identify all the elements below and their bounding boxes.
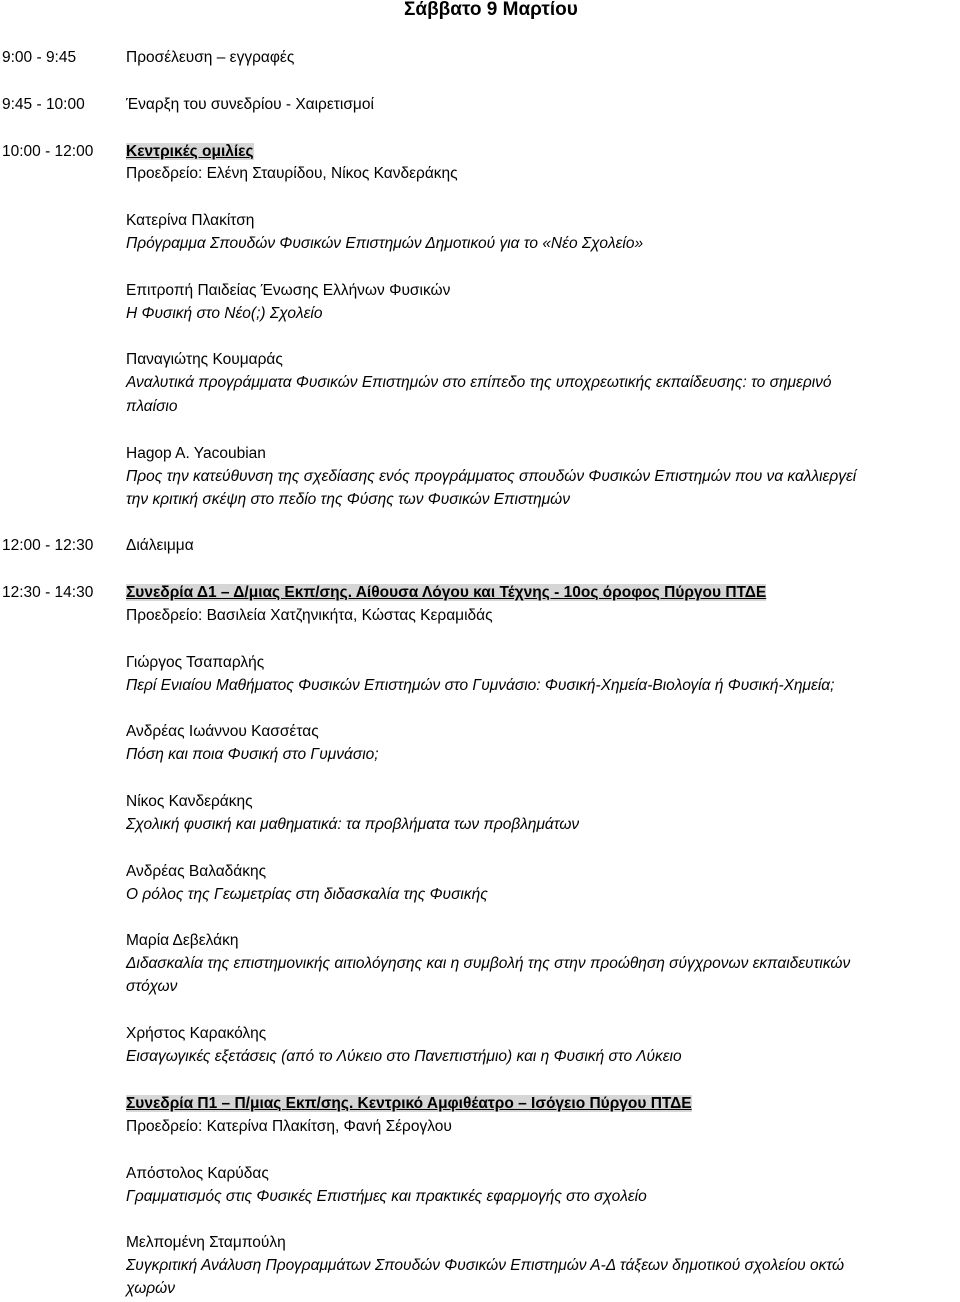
talk-speaker: Νίκος Κανδεράκης [126, 793, 253, 810]
session-title [126, 141, 254, 163]
talk-title: Περί Ενιαίου Μαθήματος Φυσικών Επιστημών στο Γυμνάσιο: Φυσική-Χημεία-Βιολογία ή Φυσική-Χημεία; [126, 677, 835, 694]
talk-speaker: Απόστολος Καρύδας [126, 1165, 269, 1182]
talk-title: Διδασκαλία της επιστημονικής αιτιολόγησης και η συμβολή της στην προώθηση σύγχρονων εκπαιδευτικών [126, 955, 851, 972]
session-title [126, 582, 766, 604]
talk-title-cont: χωρών [126, 1280, 175, 1297]
talk-title: Γραμματισμός στις Φυσικές Επιστήμες και πρακτικές εφαρμογής στο σχολείο [126, 1188, 647, 1205]
talk-speaker: Ανδρέας Βαλαδάκης [126, 863, 267, 880]
talk-title: Η Φυσική στο Νέο(;) Σχολείο [126, 305, 323, 322]
session-d1-title: Συνεδρία Δ1 – Δ/μιας Εκπ/σης. Αίθουσα Λόγου και Τέχνης - 10ος όροφος Πύργου ΠΤΔΕ [126, 584, 767, 601]
time-slot: 9:45 - 10:00 [2, 96, 85, 113]
talk-speaker: Γιώργος Τσαπαρλής [126, 654, 265, 671]
session-p1-title: Συνεδρία Π1 – Π/μιας Εκπ/σης. Κεντρικό Αμφιθέατρο – Ισόγειο Πύργου ΠΤΔΕ [126, 1095, 692, 1112]
time-slot: 12:00 - 12:30 [2, 537, 94, 554]
talk-title: Προς την κατεύθυνση της σχεδίασης ενός προγράμματος σπουδών Φυσικών Επιστημών που να καλλιεργεί [126, 468, 857, 485]
talk-speaker: Παναγιώτης Κουμαράς [126, 351, 283, 368]
page-title: Σάββατο 9 Μαρτίου [404, 0, 578, 20]
talk-speaker: Επιτροπή Παιδείας Ένωσης Ελλήνων Φυσικών [126, 282, 451, 299]
session-chairs: Προεδρείο: Βασιλεία Χατζηνικήτα, Κώστας Κεραμιδάς [126, 607, 493, 624]
talk-title: Ο ρόλος της Γεωμετρίας στη διδασκαλία της Φυσικής [126, 886, 488, 903]
keynote-session-title: Κεντρικές ομιλίες [126, 143, 254, 160]
time-slot: 12:30 - 14:30 [2, 584, 94, 601]
session-chairs: Προεδρείο: Κατερίνα Πλακίτση, Φανή Σέρογλου [126, 1118, 452, 1135]
slot-title: Διάλειμμα [126, 537, 194, 554]
talk-title: Αναλυτικά προγράμματα Φυσικών Επιστημών στο επίπεδο της υποχρεωτικής εκπαίδευσης: το σημερινό [126, 374, 832, 391]
talk-title: Εισαγωγικές εξετάσεις (από το Λύκειο στο Πανεπιστήμιο) και η Φυσική στο Λύκειο [126, 1048, 682, 1065]
session-title [126, 1093, 692, 1115]
talk-speaker: Κατερίνα Πλακίτση [126, 212, 255, 229]
talk-title-cont: πλαίσιο [126, 398, 178, 415]
talk-title: Πρόγραμμα Σπουδών Φυσικών Επιστημών Δημοτικού για το «Νέο Σχολείο» [126, 235, 644, 252]
talk-speaker: Μαρία Δεβελάκη [126, 932, 239, 949]
slot-title: Προσέλευση – εγγραφές [126, 49, 295, 66]
session-chairs: Προεδρείο: Ελένη Σταυρίδου, Νίκος Κανδεράκης [126, 165, 458, 182]
talk-speaker: Hagop A. Yacoubian [126, 445, 266, 462]
talk-title: Σχολική φυσική και μαθηματικά: τα προβλήματα των προβλημάτων [126, 816, 580, 833]
talk-speaker: Χρήστος Καρακόλης [126, 1025, 267, 1042]
talk-title-cont: στόχων [126, 978, 178, 995]
talk-title-cont: την κριτική σκέψη στο πεδίο της Φύσης των Φυσικών Επιστημών [126, 491, 571, 508]
time-slot: 10:00 - 12:00 [2, 143, 94, 160]
talk-speaker: Ανδρέας Ιωάννου Κασσέτας [126, 723, 319, 740]
talk-speaker: Μελπομένη Σταμπούλη [126, 1234, 286, 1251]
time-slot: 9:00 - 9:45 [2, 49, 77, 66]
talk-title: Πόση και ποια Φυσική στο Γυμνάσιο; [126, 746, 379, 763]
talk-title: Συγκριτική Ανάλυση Προγραμμάτων Σπουδών Φυσικών Επιστημών Α-Δ τάξεων δημοτικού σχολείου οκτώ [126, 1257, 845, 1274]
slot-title: Έναρξη του συνεδρίου - Χαιρετισμοί [126, 96, 374, 113]
